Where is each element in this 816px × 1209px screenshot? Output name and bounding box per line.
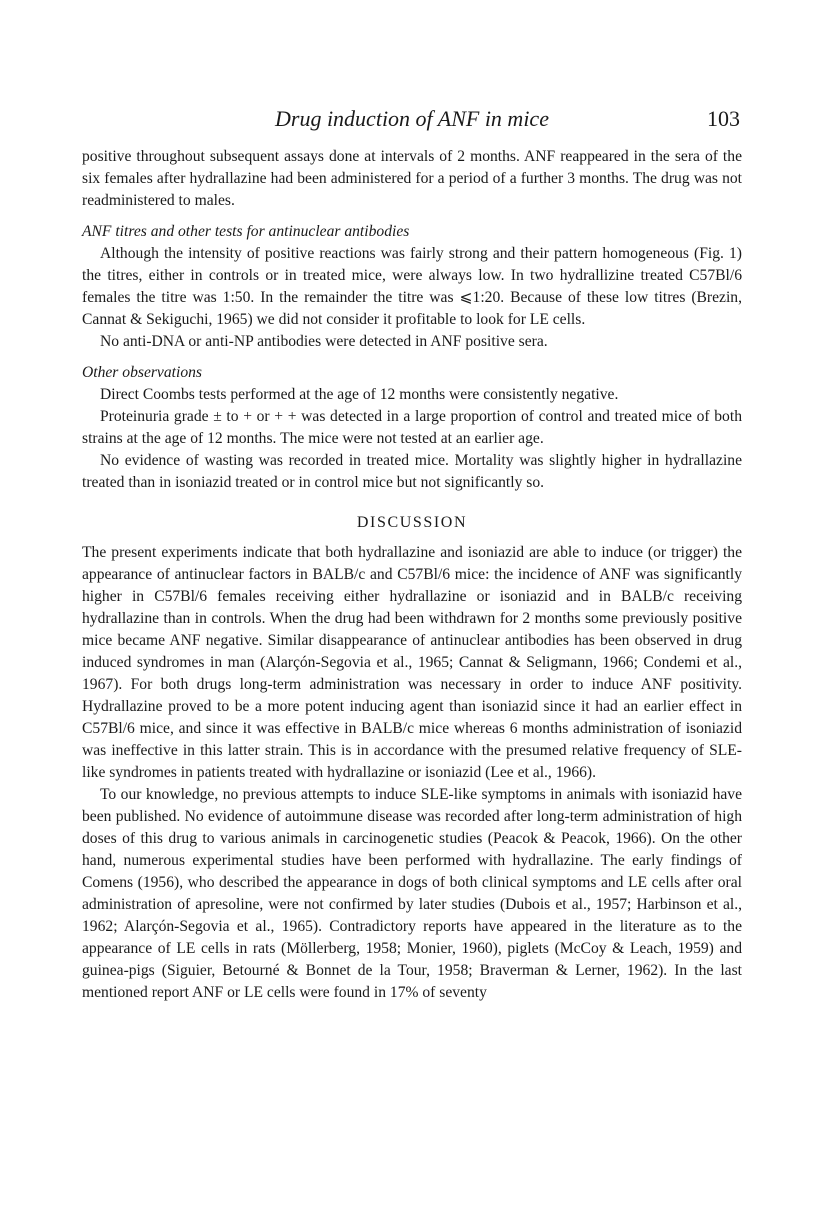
paragraph-continued: positive throughout subsequent assays done at intervals of 2 months. ANF reappeared in the sera of the six females after hydrallazine had been administered for a period of a further 3 months. The drug was not readministered to males.	[82, 148, 742, 209]
paragraph-titres: Although the intensity of positive reactions was fairly strong and their pattern homogeneous (Fig. 1) the titres, either in controls or in treated mice, were always low. In two hydrallizine treated C57Bl/6 females the titre was 1:50. In the remainder the titre was ⩽1:20. Because of these low titres (Brezin, Cannat & Sekiguchi, 1965) we did not consider it profitable to look for LE cells.	[82, 245, 742, 328]
paragraph-anti-dna: No anti-DNA or anti-NP antibodies were detected in ANF positive sera.	[100, 333, 548, 350]
subheading-anf-titres: ANF titres and other tests for antinuclear antibodies	[82, 223, 410, 240]
running-title: Drug induction of ANF in mice	[275, 106, 549, 131]
paragraph-wasting: No evidence of wasting was recorded in treated mice. Mortality was slightly higher in hydrallazine treated than in isoniazid treated or in control mice but not significantly so.	[82, 452, 742, 491]
page-header	[82, 106, 742, 136]
paragraph-discussion-2: To our knowledge, no previous attempts to induce SLE-like symptoms in animals with isoniazid have been published. No evidence of autoimmune disease was recorded after long-term administration of high doses of this drug to various animals in carcinogenetic studies (Peacok & Peacok, 1966). On the other hand, numerous experimental studies have been performed with hydrallazine. The early findings of Comens (1956), who described the appearance in dogs of both clinical symptoms and LE cells after oral administration of apresoline, were not confirmed by later studies (Dubois et al., 1957; Harbinson et al., 1962; Alarçón-Segovia et al., 1965). Contradictory reports have appeared in the literature as to the appearance of LE cells in rats (Möllerberg, 1958; Monier, 1960), piglets (McCoy & Leach, 1959) and guinea-pigs (Siguier, Betourné & Bonnet de la Tour, 1958; Braverman & Lerner, 1962). In the last mentioned report ANF or LE cells were found in 17% of seventy	[82, 786, 742, 1001]
subheading-other-observations: Other observations	[82, 364, 202, 381]
paragraph-discussion-1: The present experiments indicate that both hydrallazine and isoniazid are able to induce (or trigger) the appearance of antinuclear factors in BALB/c and C57Bl/6 mice: the incidence of ANF was significantly higher in C57Bl/6 females receiving either hydrallazine or isoniazid and in BALB/c receiving hydrallazine than in controls. When the drug had been withdrawn for 2 months some previously positive mice became ANF negative. Similar disappearance of antinuclear antibodies has been observed in drug induced syndromes in man (Alarçón-Segovia et al., 1965; Cannat & Seligmann, 1966; Condemi et al., 1967). For both drugs long-term administration was necessary in order to induce ANF positivity. Hydrallazine proved to be a more potent inducing agent than isoniazid since it had an earlier effect in C57Bl/6 mice, and since it was effective in BALB/c mice whereas 6 months administration of isoniazid was ineffective in this latter strain. This is in accordance with the presumed relative frequency of SLE-like syndromes in patients treated with hydrallazine or isoniazid (Lee et al., 1966).	[82, 544, 742, 781]
paragraph-proteinuria: Proteinuria grade ± to + or + + was detected in a large proportion of control and treated mice of both strains at the age of 12 months. The mice were not tested at an earlier age.	[82, 408, 742, 447]
section-title-discussion: DISCUSSION	[356, 514, 468, 531]
body-text	[82, 146, 742, 1004]
page-number: 103	[707, 106, 740, 131]
paragraph-coombs: Direct Coombs tests performed at the age of 12 months were consistently negative.	[100, 386, 619, 403]
